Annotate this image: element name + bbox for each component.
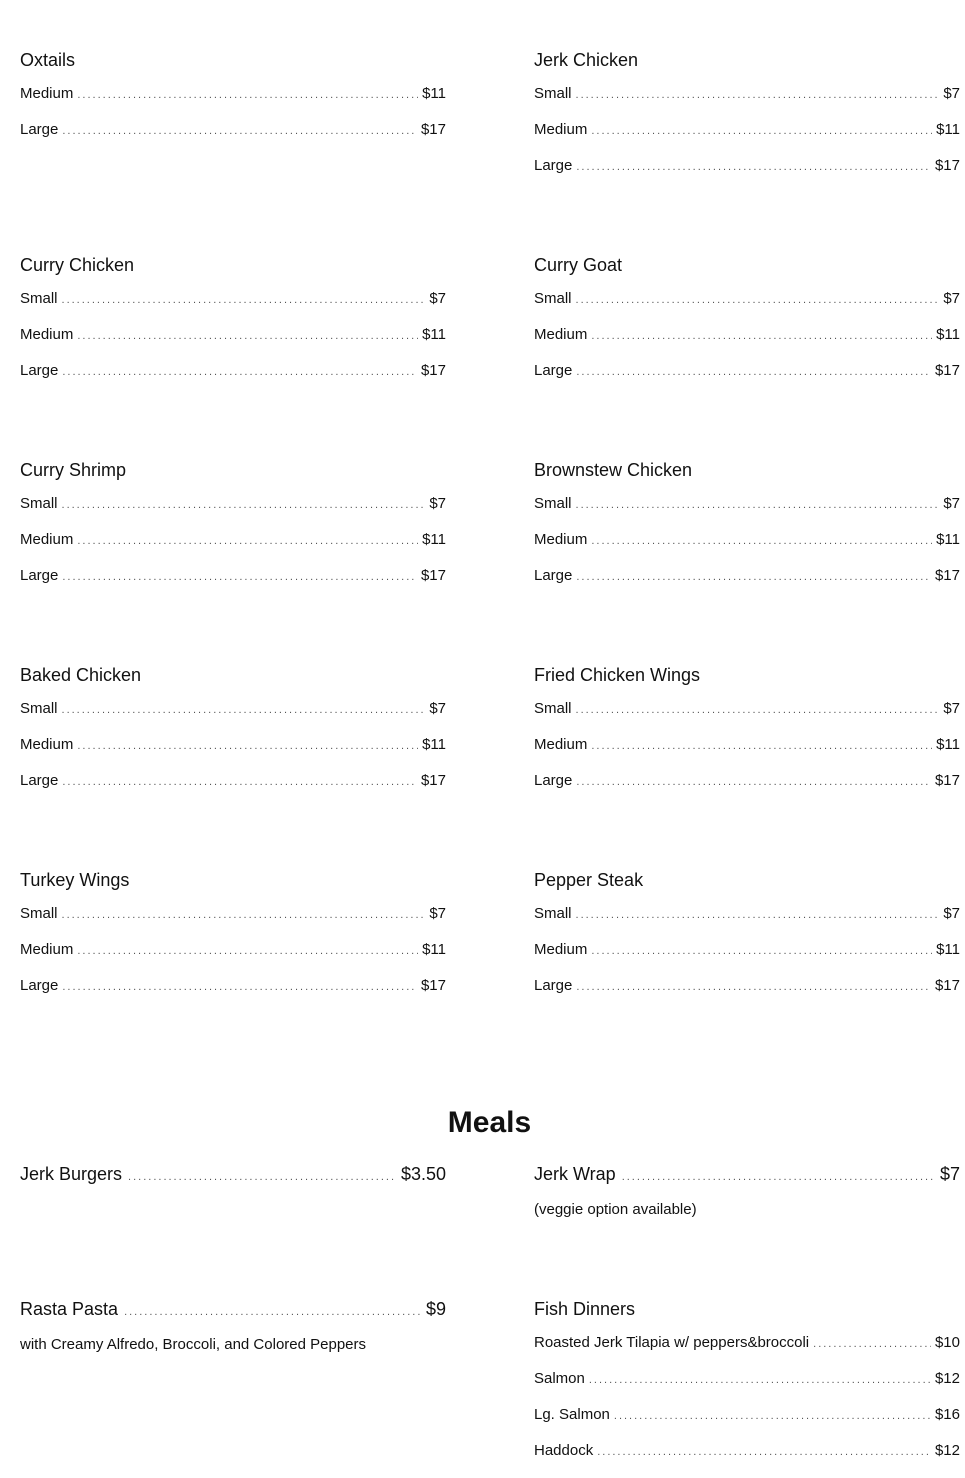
meal-price: $7 (939, 1164, 960, 1184)
price-row (20, 326, 446, 344)
size-label: Small (534, 905, 572, 922)
dot-leader (597, 1443, 931, 1461)
price-row (20, 941, 446, 959)
dot-leader (62, 701, 426, 719)
price-row (534, 941, 960, 959)
menu-section-curry-shrimp (20, 459, 446, 603)
section-title: Turkey Wings (20, 870, 130, 890)
meal-price: $9 (425, 1299, 446, 1319)
size-label: Large (534, 157, 573, 174)
dot-leader (591, 122, 932, 140)
size-label: Small (534, 85, 572, 102)
price-row (534, 700, 960, 718)
price: $11 (422, 736, 446, 753)
price: $17 (934, 157, 960, 174)
size-label: Small (20, 700, 58, 717)
price: $7 (429, 290, 446, 307)
price-row (534, 1442, 960, 1460)
price: $17 (934, 567, 960, 584)
dot-leader (62, 906, 426, 924)
price: $11 (936, 736, 960, 753)
size-label: Small (20, 905, 58, 922)
menu-section-curry-chicken (20, 254, 446, 398)
section-title: Curry Goat (534, 255, 623, 275)
section-title: Curry Shrimp (20, 460, 127, 480)
dot-leader (576, 158, 931, 176)
size-label: Medium (20, 85, 74, 102)
dot-leader (77, 532, 418, 550)
item-label: Lg. Salmon (534, 1406, 610, 1423)
price-row (20, 495, 446, 513)
price: $11 (936, 531, 960, 548)
meal-note: (veggie option available) (534, 1201, 697, 1218)
price-row (20, 700, 446, 718)
dot-leader (576, 978, 931, 996)
dot-leader (62, 568, 417, 586)
price: $17 (420, 567, 446, 584)
section-title: Curry Chicken (20, 255, 135, 275)
menu-section-oxtails (20, 49, 446, 157)
price-row (534, 157, 960, 175)
dot-leader (576, 291, 940, 309)
dot-leader (62, 978, 417, 996)
price-row (534, 531, 960, 549)
size-label: Small (534, 495, 572, 512)
size-label: Medium (20, 736, 74, 753)
dot-leader (591, 327, 932, 345)
price-row (20, 85, 446, 103)
dot-leader (77, 737, 418, 755)
dot-leader (62, 122, 417, 140)
size-label: Medium (20, 941, 74, 958)
dot-leader (62, 773, 417, 791)
price-row (20, 290, 446, 308)
dot-leader (128, 1166, 395, 1188)
price-row (534, 495, 960, 513)
price-row (534, 772, 960, 790)
price-row (20, 736, 446, 754)
price: $17 (934, 772, 960, 789)
section-title: Oxtails (20, 50, 76, 70)
menu-section-turkey-wings (20, 869, 446, 1013)
size-label: Medium (534, 736, 588, 753)
section-title: Brownstew Chicken (534, 460, 693, 480)
price-row (534, 1334, 960, 1352)
price-row (534, 121, 960, 139)
size-label: Large (20, 772, 59, 789)
dot-leader (591, 942, 932, 960)
dot-leader (77, 942, 418, 960)
price: $17 (934, 977, 960, 994)
size-label: Large (20, 567, 59, 584)
dot-leader (614, 1407, 931, 1425)
size-label: Small (20, 290, 58, 307)
menu-section-fried-chicken-wings (534, 664, 960, 808)
price: $7 (943, 85, 960, 102)
price-row (20, 121, 446, 139)
price: $7 (943, 700, 960, 717)
dot-leader (576, 701, 940, 719)
section-title: Baked Chicken (20, 665, 142, 685)
dot-leader (124, 1301, 420, 1323)
price-row (534, 362, 960, 380)
price: $12 (934, 1442, 960, 1459)
size-label: Large (534, 362, 573, 379)
price: $17 (420, 362, 446, 379)
price: $17 (420, 121, 446, 138)
size-label: Large (20, 362, 59, 379)
price-row (20, 531, 446, 549)
price: $10 (934, 1334, 960, 1351)
meal-header (534, 1163, 960, 1185)
item-label: Roasted Jerk Tilapia w/ peppers&broccoli (534, 1334, 810, 1351)
price-row (534, 736, 960, 754)
price-row (20, 905, 446, 923)
size-label: Medium (534, 121, 588, 138)
dot-leader (576, 906, 940, 924)
section-title: Fried Chicken Wings (534, 665, 701, 685)
menu-section-baked-chicken (20, 664, 446, 808)
price-row (20, 772, 446, 790)
price: $7 (943, 290, 960, 307)
price-row (534, 905, 960, 923)
size-label: Large (20, 977, 59, 994)
price: $7 (429, 700, 446, 717)
menu-section-curry-goat (534, 254, 960, 398)
size-label: Large (534, 977, 573, 994)
size-label: Small (534, 290, 572, 307)
price: $7 (429, 495, 446, 512)
price: $12 (934, 1370, 960, 1387)
menu-section-brownstew-chicken (534, 459, 960, 603)
meals-heading: Meals (447, 1106, 532, 1139)
size-label: Medium (534, 531, 588, 548)
price: $7 (943, 905, 960, 922)
price-row (534, 977, 960, 995)
price: $11 (422, 941, 446, 958)
size-label: Medium (534, 326, 588, 343)
price: $7 (943, 495, 960, 512)
price: $16 (934, 1406, 960, 1423)
dot-leader (576, 363, 931, 381)
meal-fish-dinners (534, 1298, 960, 1478)
meal-name: Jerk Burgers (20, 1164, 123, 1184)
price: $17 (420, 977, 446, 994)
meal-jerk-wrap (534, 1163, 960, 1219)
dot-leader (77, 86, 418, 104)
menu-section-pepper-steak (534, 869, 960, 1013)
price: $11 (422, 85, 446, 102)
price-row (534, 1370, 960, 1388)
dot-leader (591, 737, 932, 755)
size-label: Small (534, 700, 572, 717)
price: $11 (936, 326, 960, 343)
price: $11 (936, 121, 960, 138)
meal-jerk-burgers (20, 1163, 446, 1185)
price: $11 (422, 531, 446, 548)
size-label: Medium (20, 326, 74, 343)
price-row (534, 85, 960, 103)
price-row (534, 1406, 960, 1424)
price-row (534, 326, 960, 344)
section-title: Fish Dinners (534, 1299, 636, 1319)
dot-leader (576, 86, 940, 104)
price: $11 (422, 326, 446, 343)
menu-section-jerk-chicken (534, 49, 960, 193)
price-row (20, 977, 446, 995)
price: $17 (934, 362, 960, 379)
section-title: Jerk Chicken (534, 50, 639, 70)
price-row (534, 567, 960, 585)
dot-leader (77, 327, 418, 345)
item-label: Haddock (534, 1442, 594, 1459)
dot-leader (576, 496, 940, 514)
dot-leader (62, 363, 417, 381)
size-label: Medium (20, 531, 74, 548)
section-title: Pepper Steak (534, 870, 644, 890)
meal-name: Rasta Pasta (20, 1299, 119, 1319)
dot-leader (62, 291, 426, 309)
size-label: Large (534, 772, 573, 789)
price-row (534, 290, 960, 308)
dot-leader (576, 568, 931, 586)
meal-name: Jerk Wrap (534, 1164, 616, 1184)
size-label: Medium (534, 941, 588, 958)
dot-leader (62, 496, 426, 514)
price: $17 (420, 772, 446, 789)
meal-price: $3.50 (400, 1164, 446, 1184)
size-label: Large (534, 567, 573, 584)
price-row (20, 362, 446, 380)
dot-leader (591, 532, 932, 550)
meal-note: with Creamy Alfredo, Broccoli, and Colored Peppers (20, 1336, 366, 1353)
size-label: Small (20, 495, 58, 512)
dot-leader (576, 773, 931, 791)
price: $11 (936, 941, 960, 958)
price: $7 (429, 905, 446, 922)
dot-leader (589, 1371, 931, 1389)
meal-rasta-pasta (20, 1298, 446, 1354)
meal-header (20, 1163, 446, 1185)
price-row (20, 567, 446, 585)
meal-header (20, 1298, 446, 1320)
item-label: Salmon (534, 1370, 585, 1387)
dot-leader (813, 1335, 931, 1353)
dot-leader (622, 1166, 934, 1188)
size-label: Large (20, 121, 59, 138)
